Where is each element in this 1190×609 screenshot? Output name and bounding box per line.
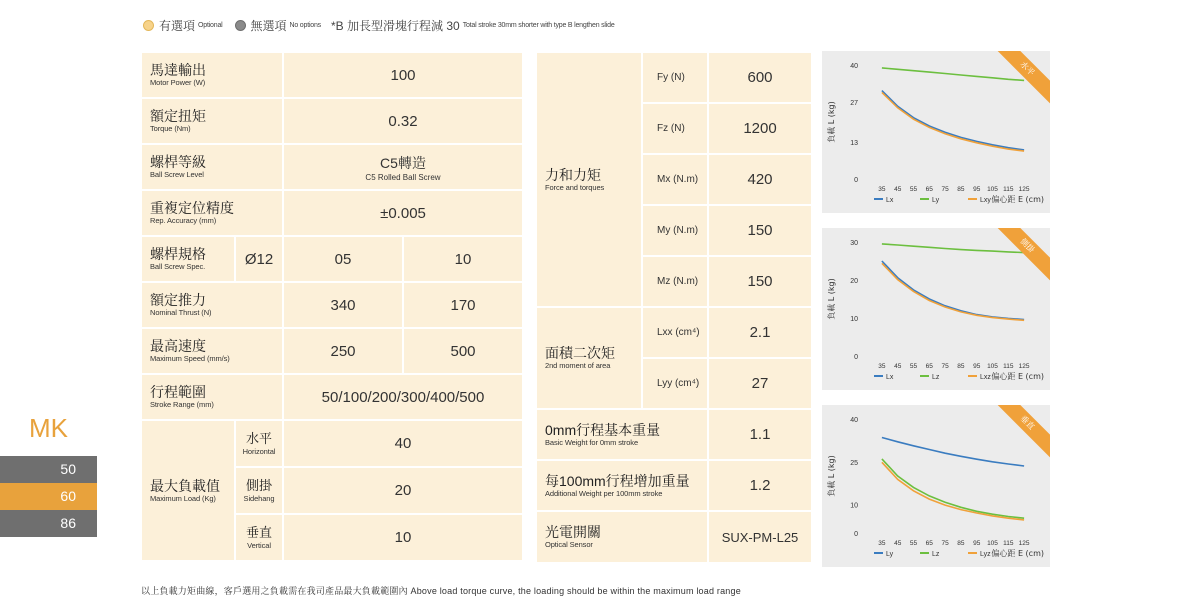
x-tick-label: 55 (909, 540, 918, 547)
stroke-value: 50/100/200/300/400/500 (283, 374, 523, 420)
table-row (141, 236, 523, 282)
table-row (141, 374, 523, 420)
x-tick-label: 125 (1018, 186, 1030, 193)
series-line-lxz (882, 263, 1024, 320)
lead-option-10: 10 (403, 236, 523, 282)
thrust-label: 額定推力 Nominal Thrust (N) (141, 282, 283, 328)
x-tick-label: 75 (941, 363, 949, 370)
size-tab-60[interactable]: 60 (0, 483, 97, 510)
size-tab-50[interactable]: 50 (0, 456, 97, 483)
y-axis-label: 負載 L (kg) (827, 278, 836, 320)
x-tick-label: 85 (957, 363, 965, 370)
x-tick-label: 95 (973, 186, 981, 193)
stroke-note: *B 加長型滑塊行程減 30 (330, 19, 460, 33)
table-row (141, 144, 523, 190)
speed-label: 最高速度 Maximum Speed (mm/s) (141, 328, 283, 374)
screw-diameter: Ø12 (235, 236, 283, 282)
table-row (536, 511, 812, 563)
stroke-label: 行程範圍 Stroke Range (mm) (141, 374, 283, 420)
series-line-ly (882, 68, 1024, 81)
y-tick-label: 0 (854, 177, 858, 184)
y-tick-label: 13 (850, 139, 858, 147)
thrust-value-b: 170 (403, 282, 523, 328)
y-tick-label: 40 (850, 417, 858, 424)
lxx-value: 2.1 (708, 307, 812, 358)
thrust-value-a: 340 (283, 282, 403, 328)
chart-ribbon: 垂直 (990, 405, 1050, 460)
chart-ribbon: 側掛 (990, 228, 1050, 283)
vertical-load-value: 10 (283, 514, 523, 561)
table-row (141, 420, 523, 467)
moment-label: 面積二次矩 2nd moment of area (536, 307, 642, 409)
fy-label: Fy (N) (642, 52, 708, 103)
x-tick-label: 45 (894, 540, 902, 547)
x-tick-label: 35 (878, 540, 886, 547)
stroke-note-en: Total stroke 30mm shorter with type B lengthen slide (462, 22, 615, 29)
table-row (536, 460, 812, 511)
torque-value: 0.32 (283, 98, 523, 144)
horizontal-label: 水平 Horizontal (235, 420, 283, 467)
fy-value: 600 (708, 52, 812, 103)
legend-item: Lxy (980, 197, 991, 204)
no-option-label: 無選項 (250, 19, 287, 33)
chart-ribbon: 水平 (990, 51, 1050, 106)
y-tick-label: 0 (854, 531, 858, 538)
x-tick-label: 85 (957, 540, 965, 547)
y-tick-label: 0 (854, 354, 858, 361)
y-tick-label: 10 (850, 502, 858, 510)
my-value: 150 (708, 205, 812, 256)
size-tab-86[interactable]: 86 (0, 510, 97, 537)
x-tick-label: 115 (1003, 540, 1014, 547)
x-tick-label: 115 (1003, 363, 1014, 370)
add-weight-value: 1.2 (708, 460, 812, 511)
optional-label-en: Optional (198, 22, 223, 29)
screw-level-label: 螺桿等級 Ball Screw Level (141, 144, 283, 190)
legend-item: Lyz (980, 551, 991, 558)
sidehang-label: 側掛 Sidehang (235, 467, 283, 514)
load-chart-vertical (822, 405, 1050, 567)
table-row (536, 52, 812, 103)
basic-weight-value: 1.1 (708, 409, 812, 460)
y-axis-label: 負載 L (kg) (827, 455, 836, 497)
mx-label: Mx (N.m) (642, 154, 708, 205)
max-load-label: 最大負載值 Maximum Load (Kg) (141, 420, 235, 561)
x-tick-label: 125 (1018, 540, 1030, 547)
chart-panel-sidehang (822, 228, 1050, 390)
legend-item: Lxz (980, 374, 991, 381)
speed-value-b: 500 (403, 328, 523, 374)
series-line-ly (882, 438, 1024, 467)
legend-item: Lx (886, 197, 894, 204)
legend-item: Ly (886, 551, 894, 558)
y-tick-label: 30 (850, 240, 858, 247)
table-row (141, 190, 523, 236)
series-line-lxy (882, 92, 1024, 151)
no-option-dot-icon (235, 20, 246, 31)
optional-dot-icon (143, 20, 154, 31)
vertical-label: 垂直 Vertical (235, 514, 283, 561)
x-tick-label: 65 (925, 363, 933, 370)
y-tick-label: 10 (850, 316, 858, 323)
fz-label: Fz (N) (642, 103, 708, 154)
add-weight-label: 每100mm行程增加重量 Additional Weight per 100mm stroke (536, 460, 708, 511)
chart-panel-horizontal (822, 51, 1050, 213)
y-axis-label: 負載 L (kg) (827, 101, 836, 143)
lead-option-05: 05 (283, 236, 403, 282)
table-row (141, 328, 523, 374)
x-tick-label: 105 (987, 186, 998, 193)
screw-level-value: C5轉造 C5 Rolled Ball Screw (283, 144, 523, 190)
model-title: MK (29, 413, 68, 443)
load-chart-horizontal (822, 51, 1050, 213)
sensor-label: 光電開關 Optical Sensor (536, 511, 708, 563)
x-axis-label: 偏心距 E (cm) (991, 195, 1044, 204)
my-label: My (N.m) (642, 205, 708, 256)
force-label: 力和力矩 Force and torques (536, 52, 642, 307)
mz-label: Mz (N.m) (642, 256, 708, 307)
series-line-lyz (882, 462, 1024, 520)
options-legend (143, 17, 615, 34)
screw-spec-label: 螺桿規格 Ball Screw Spec. (141, 236, 235, 282)
lxx-label: Lxx (cm⁴) (642, 307, 708, 358)
x-tick-label: 85 (957, 186, 965, 193)
mz-value: 150 (708, 256, 812, 307)
x-tick-label: 105 (987, 540, 998, 547)
spec-table-right (535, 51, 813, 564)
x-tick-label: 95 (973, 363, 981, 370)
series-line-lz (882, 459, 1024, 518)
motor-power-label: 馬達輸出 Motor Power (W) (141, 52, 283, 98)
footnote: 以上負載力矩曲線，客戶選用之負載需在我司產品最大負載範圍內 Above load torque curve, the loading should be within the maximum load range (141, 586, 741, 596)
x-tick-label: 75 (941, 186, 949, 193)
lyy-value: 27 (708, 358, 812, 409)
x-tick-label: 35 (878, 186, 886, 193)
basic-weight-label: 0mm行程基本重量 Basic Weight for 0mm stroke (536, 409, 708, 460)
fz-value: 1200 (708, 103, 812, 154)
series-line-lz (882, 244, 1024, 253)
mx-value: 420 (708, 154, 812, 205)
x-axis-label: 偏心距 E (cm) (991, 372, 1044, 381)
x-tick-label: 105 (987, 363, 998, 370)
optional-label: 有選項 (159, 19, 196, 33)
x-tick-label: 95 (973, 540, 981, 547)
y-tick-label: 20 (850, 278, 858, 285)
x-tick-label: 35 (878, 363, 886, 370)
lyy-label: Lyy (cm⁴) (642, 358, 708, 409)
legend-item: Lx (886, 374, 894, 381)
legend-item: Lz (932, 374, 940, 381)
x-tick-label: 45 (894, 363, 902, 370)
x-tick-label: 65 (925, 540, 933, 547)
x-tick-label: 55 (909, 186, 918, 193)
table-row (141, 98, 523, 144)
table-row (536, 409, 812, 460)
accuracy-label: 重複定位精度 Rep. Accuracy (mm) (141, 190, 283, 236)
y-tick-label: 40 (850, 63, 858, 70)
legend-item: Ly (932, 197, 940, 204)
y-tick-label: 27 (850, 100, 858, 108)
x-tick-label: 125 (1018, 363, 1030, 370)
table-row (141, 52, 523, 98)
spec-table-left (140, 51, 524, 562)
x-tick-label: 115 (1003, 186, 1014, 193)
x-tick-label: 55 (909, 363, 918, 370)
table-row (141, 282, 523, 328)
no-option-label-en: No options (289, 22, 321, 29)
series-line-lx (882, 261, 1024, 320)
motor-power-value: 100 (283, 52, 523, 98)
series-line-lx (882, 91, 1024, 150)
x-tick-label: 75 (941, 540, 949, 547)
accuracy-value: ±0.005 (283, 190, 523, 236)
speed-value-a: 250 (283, 328, 403, 374)
chart-panel-vertical (822, 405, 1050, 567)
table-row (536, 307, 812, 358)
torque-label: 額定扭矩 Torque (Nm) (141, 98, 283, 144)
sensor-value: SUX-PM-L25 (708, 511, 812, 563)
y-tick-label: 25 (850, 459, 858, 467)
x-tick-label: 65 (925, 186, 933, 193)
legend-item: Lz (932, 551, 940, 558)
horizontal-load-value: 40 (283, 420, 523, 467)
load-chart-sidehang (822, 228, 1050, 390)
x-axis-label: 偏心距 E (cm) (991, 549, 1044, 558)
x-tick-label: 45 (894, 186, 902, 193)
sidehang-load-value: 20 (283, 467, 523, 514)
